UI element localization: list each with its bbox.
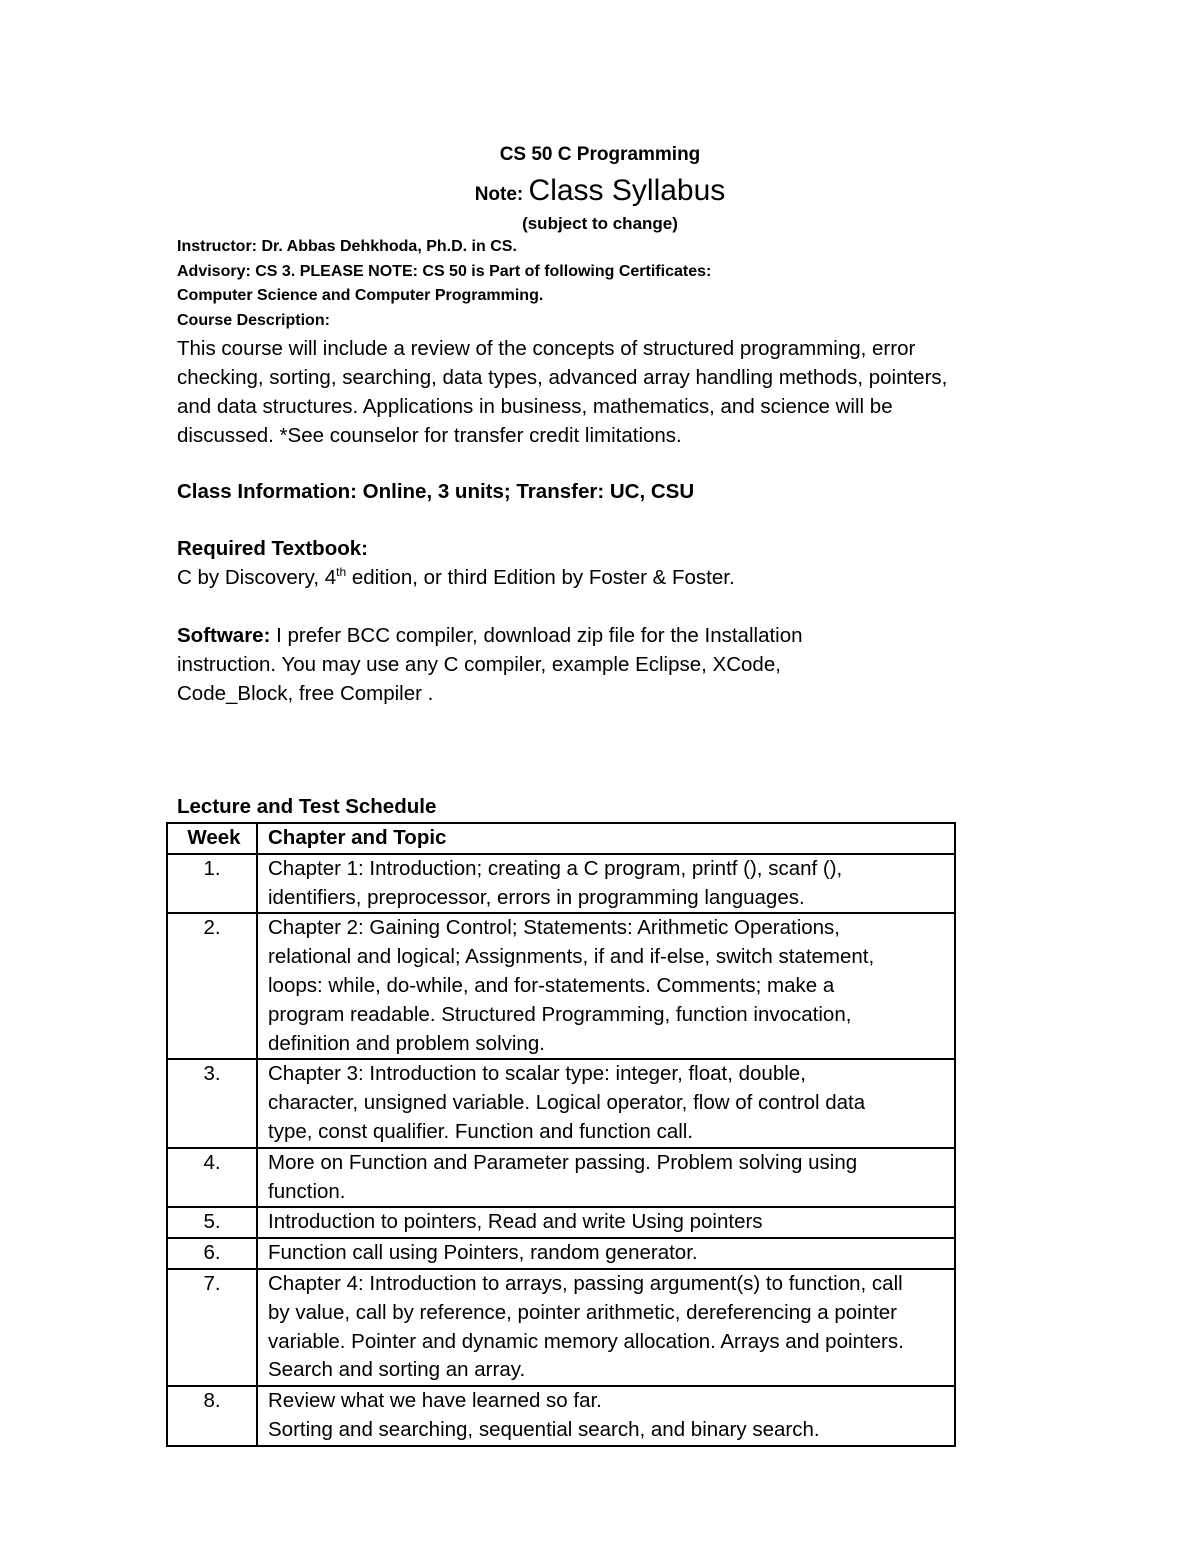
week-number: 5. [167,1207,257,1238]
topic-line: function. [268,1179,346,1203]
topic-cell [257,854,955,914]
table-row [167,854,955,914]
course-description-label: Course Description: [177,312,330,329]
week-number: 8. [167,1386,257,1446]
topic-cell [257,1238,955,1269]
topic-cell [257,1386,955,1446]
topic-line: Review what we have learned so far. [268,1389,602,1413]
description-line: checking, sorting, searching, data types, advanced array handling methods, pointers, [177,366,948,389]
schedule-table [166,822,956,1447]
table-row [167,1148,955,1208]
topic-line: character, unsigned variable. Logical operator, flow of control data [268,1091,866,1115]
topic-cell [257,913,955,1059]
subtitle: (subject to change) [522,214,678,233]
software-label: Software: [177,624,271,647]
software-line-2: instruction. You may use any C compiler, example Eclipse, XCode, [177,653,781,676]
note-label: Note: [474,184,524,205]
instructor-line: Instructor: Dr. Abbas Dehkhoda, Ph.D. in CS. [177,238,517,255]
topic-line: Chapter 4: Introduction to arrays, passing argument(s) to function, call [268,1271,903,1295]
topic-line: program readable. Structured Programming, function invocation, [268,1002,852,1026]
textbook-label: Required Textbook: [177,537,368,560]
note-heading [0,174,1200,208]
topic-line: Sorting and searching, sequential search, and binary search. [268,1417,820,1441]
topic-cell [257,1207,955,1238]
note-text: Class Syllabus [528,174,726,207]
advisory-line: Advisory: CS 3. PLEASE NOTE: CS 50 is Part of following Certificates: [177,263,712,280]
topic-line: More on Function and Parameter passing. Problem solving using [268,1150,858,1174]
description-line: and data structures. Applications in business, mathematics, and science will be [177,395,893,418]
textbook-text [177,563,735,592]
schedule-header-row [167,823,955,854]
software-text: I prefer BCC compiler, download zip file for the Installation [270,624,803,647]
table-row [167,1238,955,1269]
topic-line: Search and sorting an array. [268,1358,526,1382]
topic-line: type, const qualifier. Function and function call. [268,1119,694,1143]
topic-line: loops: while, do-while, and for-statements. Comments; make a [268,973,835,997]
week-number: 1. [167,854,257,914]
topic-column-header: Chapter and Topic [257,823,955,854]
certificates-line: Computer Science and Computer Programming. [177,287,544,304]
topic-line: by value, call by reference, pointer arithmetic, dereferencing a pointer [268,1300,898,1324]
week-number: 7. [167,1269,257,1386]
software-line-3: Code_Block, free Compiler . [177,682,434,705]
table-row [167,1207,955,1238]
textbook-text-before: C by Discovery, 4 [177,566,337,589]
topic-cell [257,1148,955,1208]
description-line: This course will include a review of the concepts of structured programming, error [177,337,916,360]
topic-line: Function call using Pointers, random generator. [268,1241,698,1265]
topic-line: Chapter 3: Introduction to scalar type: integer, float, double, [268,1062,806,1086]
table-row [167,913,955,1059]
table-row [167,1269,955,1386]
topic-line: identifiers, preprocessor, errors in programming languages. [268,885,805,909]
topic-line: variable. Pointer and dynamic memory allocation. Arrays and pointers. [268,1329,904,1353]
textbook-superscript: th [336,565,347,580]
week-number: 2. [167,913,257,1059]
course-description [177,334,997,450]
software-line-1 [177,621,803,650]
topic-line: Chapter 1: Introduction; creating a C program, printf (), scanf (), [268,856,843,880]
class-information: Class Information: Online, 3 units; Transfer: UC, CSU [177,480,695,503]
textbook-text-after: edition, or third Edition by Foster & Foster. [346,566,735,589]
week-number: 4. [167,1148,257,1208]
topic-line: definition and problem solving. [268,1031,545,1055]
topic-line: Chapter 2: Gaining Control; Statements: Arithmetic Operations, [268,916,840,940]
topic-cell [257,1269,955,1386]
topic-line: Introduction to pointers, Read and write Using pointers [268,1210,763,1234]
description-line: discussed. *See counselor for transfer credit limitations. [177,424,682,447]
week-number: 3. [167,1059,257,1147]
topic-cell [257,1059,955,1147]
topic-line: relational and logical; Assignments, if and if-else, switch statement, [268,945,875,969]
document-title: CS 50 C Programming [499,144,701,165]
week-column-header: Week [167,823,257,854]
week-number: 6. [167,1238,257,1269]
table-row [167,1059,955,1147]
schedule-title: Lecture and Test Schedule [177,795,437,818]
table-row [167,1386,955,1446]
